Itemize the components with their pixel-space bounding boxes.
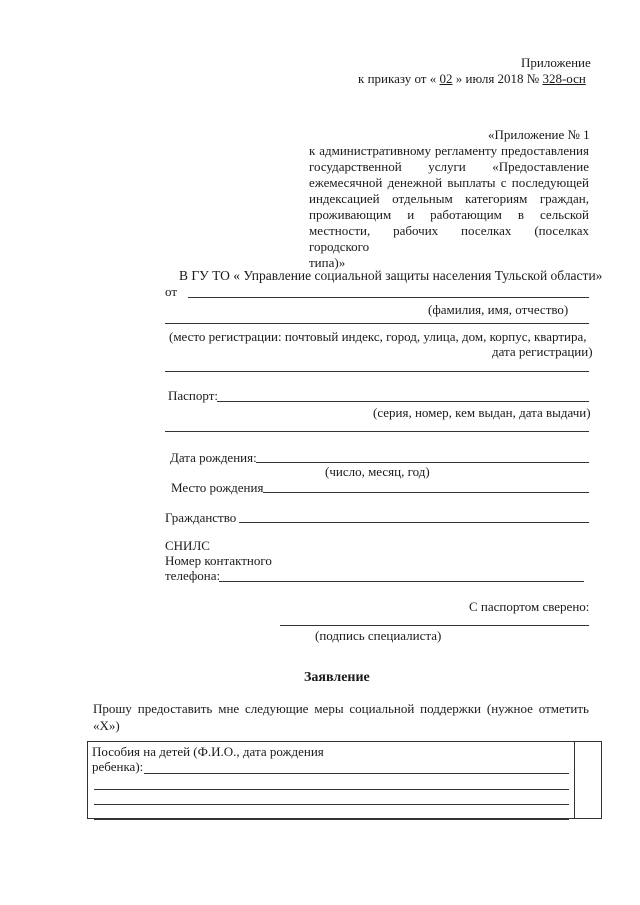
birth-date-hint: (число, месяц, год) — [325, 464, 430, 479]
phone-label-2: телефона: — [165, 568, 221, 583]
regulation-line: индексацией отдельным категориям граждан, — [309, 191, 589, 206]
regulation-line: ежемесячной денежной выплаты с последующей — [309, 175, 589, 190]
regulation-title: «Приложение № 1 — [488, 127, 590, 142]
address-field-line[interactable] — [165, 371, 589, 372]
support-measures-table — [87, 741, 602, 819]
phone-label-1: Номер контактного — [165, 553, 272, 568]
regulation-line: проживающим и работающим в сельской — [309, 207, 589, 222]
birth-place-field-line[interactable] — [263, 492, 589, 493]
addressee-line: В ГУ ТО « Управление социальной защиты населения Тульской области» — [179, 268, 603, 283]
birth-date-field-line[interactable] — [256, 462, 589, 463]
order-number: 328-осн — [542, 71, 586, 86]
order-day: 02 — [439, 71, 453, 86]
birth-date-label: Дата рождения: — [170, 450, 257, 465]
fio-field-line-2[interactable] — [165, 323, 589, 324]
passport-checked-label: С паспортом сверено: — [469, 599, 590, 614]
fio-hint: (фамилия, имя, отчество) — [428, 302, 569, 317]
statement-title: Заявление — [304, 670, 370, 685]
passport-field-line[interactable] — [217, 401, 589, 402]
order-prefix: к приказу от « — [358, 71, 437, 86]
fio-field-line[interactable] — [188, 297, 589, 298]
phone-field-line[interactable] — [219, 581, 584, 582]
children-field-line-1[interactable] — [144, 773, 569, 774]
snils-label: СНИЛС — [165, 538, 210, 553]
children-field-line-4[interactable] — [94, 819, 569, 820]
statement-body: Прошу предоставить мне следующие меры социальной поддержки (нужное отметить «Х») — [93, 701, 589, 733]
regulation-line: к административному регламенту предоставления — [309, 143, 589, 158]
address-hint-1: (место регистрации: почтовый индекс, город, улица, дом, корпус, квартира, — [169, 329, 587, 344]
signature-hint: (подпись специалиста) — [315, 628, 442, 643]
regulation-line: местности, рабочих поселках (поселках городского — [309, 223, 589, 254]
appendix-label: Приложение — [521, 55, 591, 70]
passport-field-line-2[interactable] — [165, 431, 589, 432]
regulation-line: типа)» — [309, 255, 346, 270]
regulation-text — [309, 143, 589, 271]
children-benefit-label-2: ребенка): — [92, 759, 144, 774]
support-measure-cell — [88, 742, 575, 819]
signature-line[interactable] — [280, 625, 589, 626]
address-hint-2: дата регистрации) — [492, 344, 593, 359]
children-field-line-3[interactable] — [94, 804, 569, 805]
citizenship-field-line[interactable] — [239, 522, 589, 523]
from-label: от — [165, 284, 178, 299]
regulation-line: государственной услуги «Предоставление — [309, 159, 589, 174]
children-field-line-2[interactable] — [94, 789, 569, 790]
order-reference — [358, 71, 586, 87]
birth-place-label: Место рождения — [171, 480, 264, 495]
passport-label: Паспорт: — [168, 388, 219, 403]
passport-hint: (серия, номер, кем выдан, дата выдачи) — [373, 405, 591, 420]
order-mid: » июля 2018 № — [455, 71, 540, 86]
children-benefit-label-1: Пособия на детей (Ф.И.О., дата рождения — [92, 744, 324, 759]
citizenship-label: Гражданство — [165, 510, 237, 525]
mark-checkbox-cell[interactable] — [575, 742, 602, 819]
